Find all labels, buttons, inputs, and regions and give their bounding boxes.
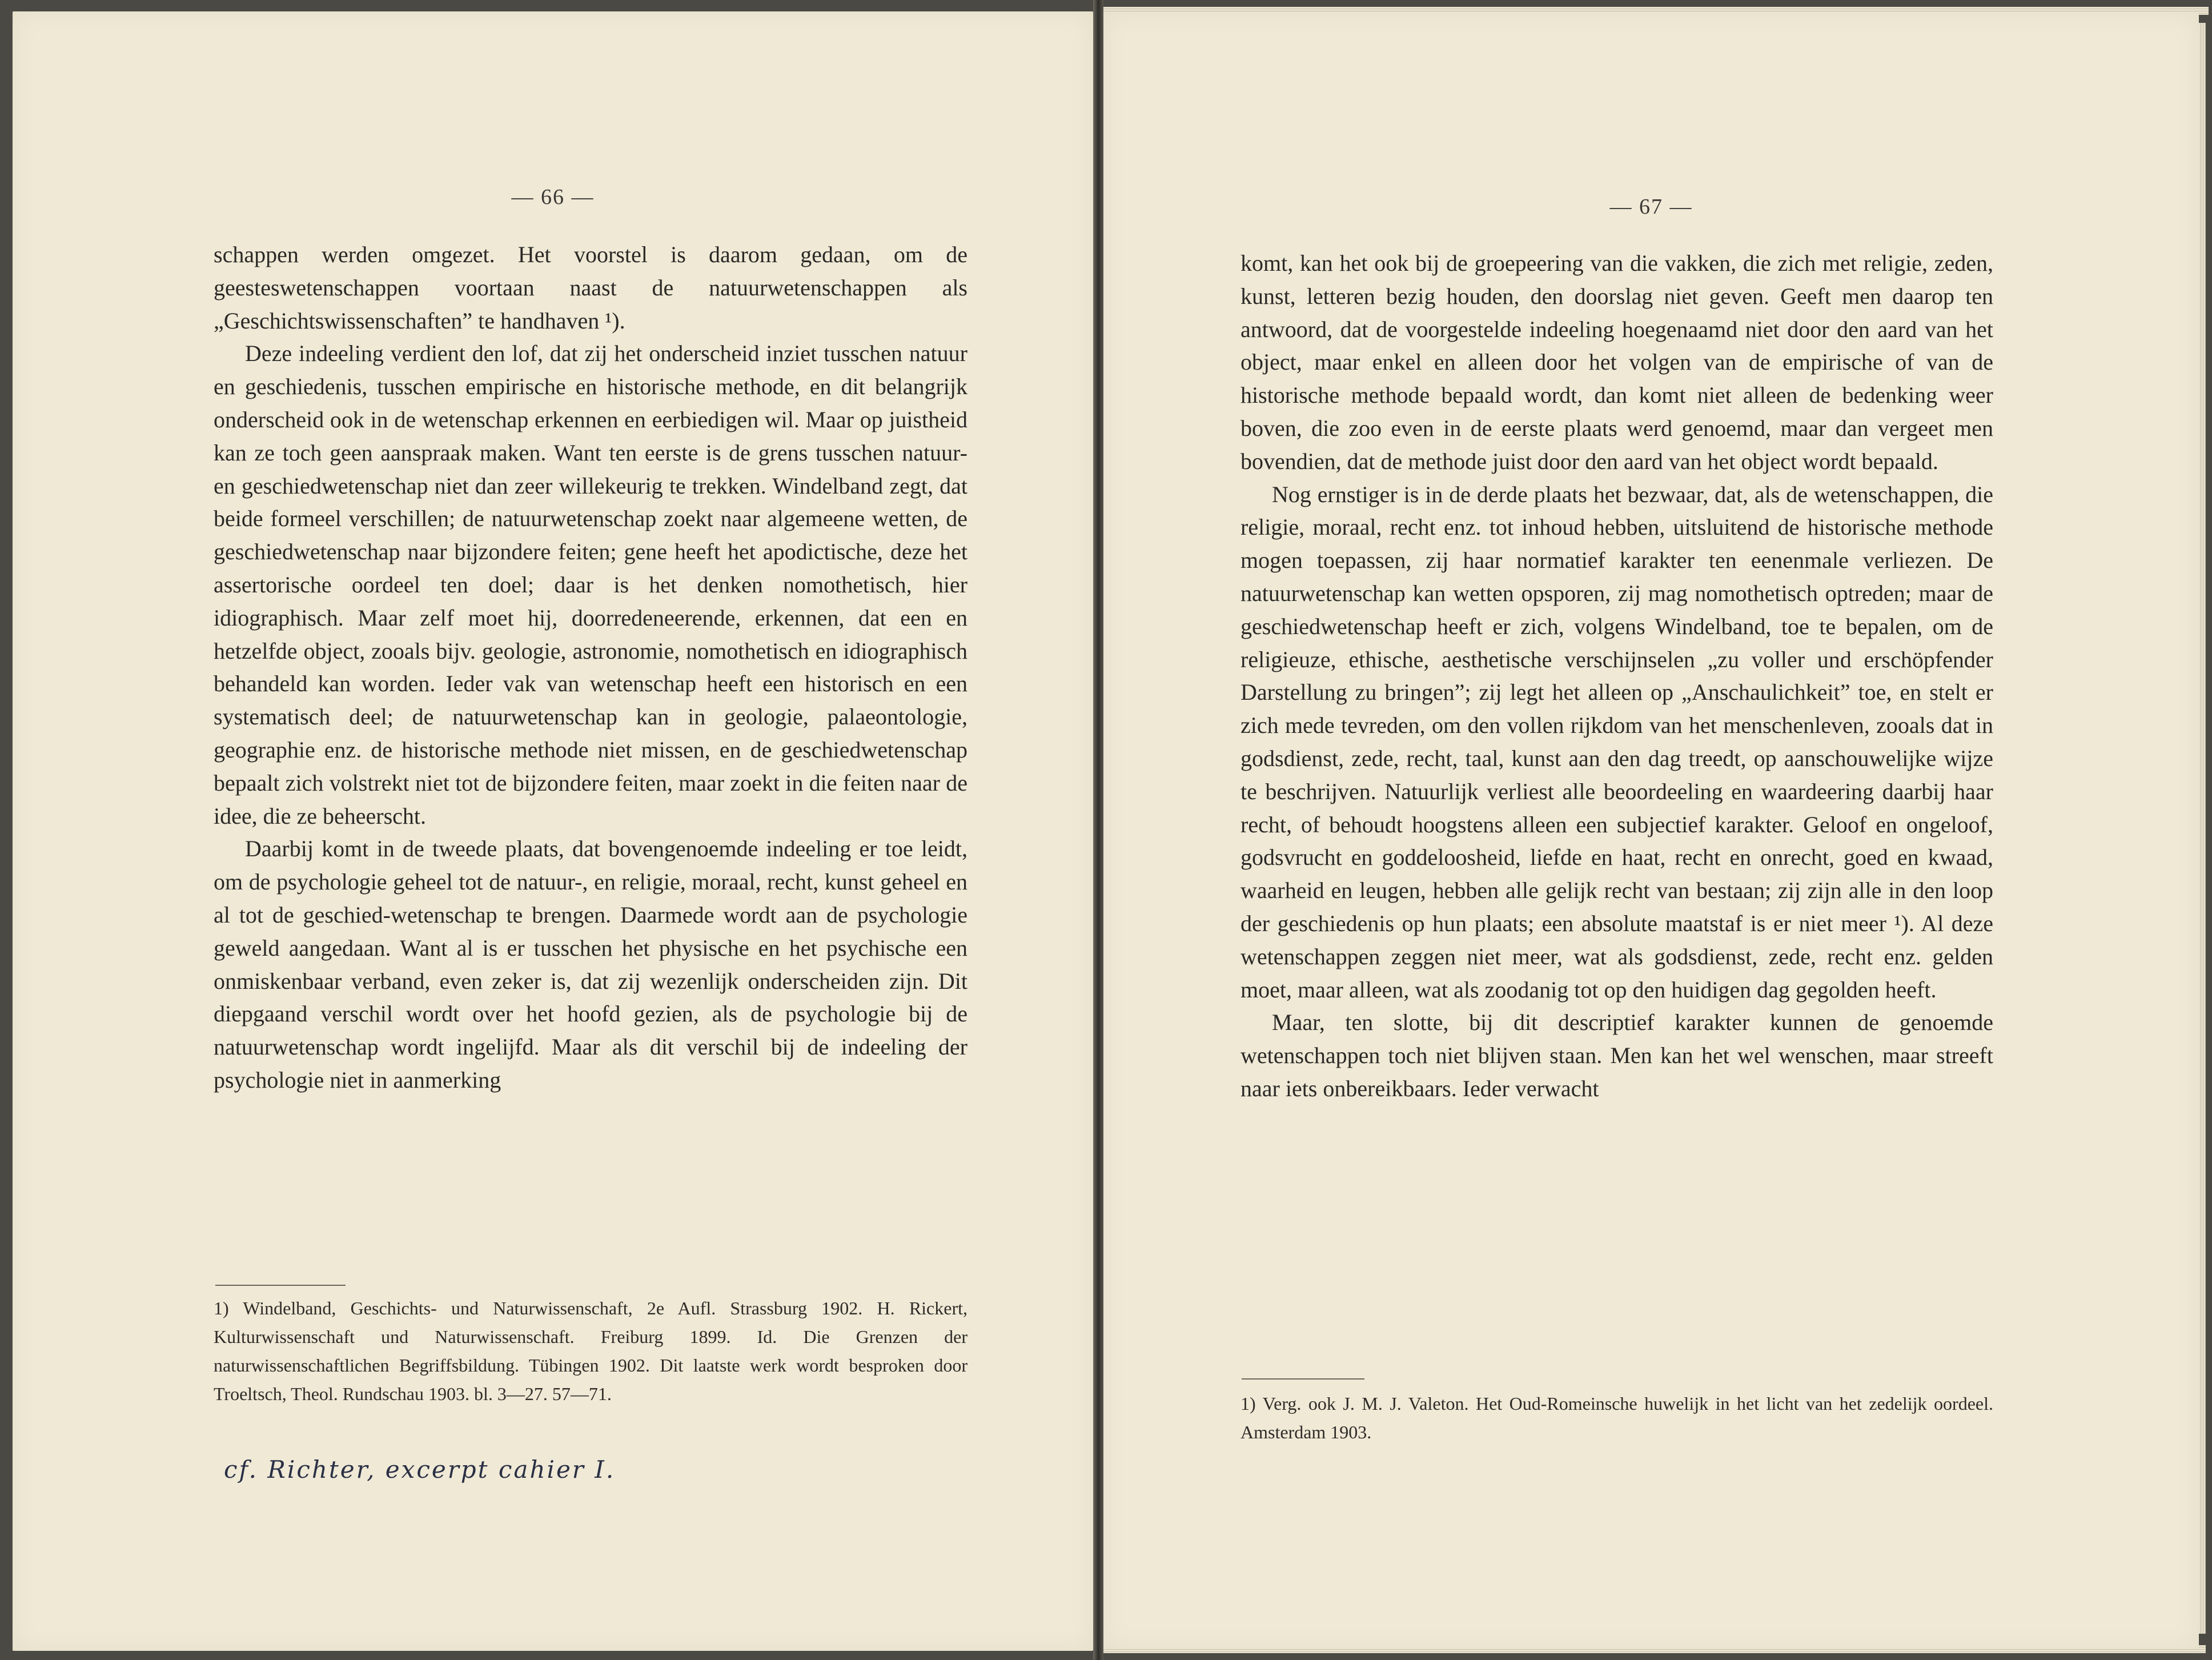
left-paragraph-1: schappen werden omgezet. Het voorstel is daarom gedaan, om de geesteswetenschappen voortaan naast de natuurwetenschappen als „Geschichtswissenschaften” te handhaven ¹).: [214, 242, 968, 334]
right-page: [1103, 13, 2199, 1649]
right-body-text: [1241, 247, 1993, 1105]
handwritten-annotation: cf. Richter, excerpt cahier I.: [224, 1455, 616, 1483]
left-paragraph-2: Deze indeeling verdient den lof, dat zij het onderscheid inziet tusschen natuur en geschiedenis, tusschen empirische en historische methode, en dit belangrijk onderscheid ook in de wetenschap erkennen en eerbiedigen wil. Maar op juistheid kan ze toch geen aanspraak maken. Want ten eerste is de grens tusschen natuur- en geschiedwetenschap niet dan zeer willekeurig te trekken. Windelband zegt, dat beide formeel verschillen; de natuurwetenschap zoekt naar algemeene wetten, de geschiedwetenschap naar bijzondere feiten; gene heeft het apodictische, deze het assertorische oordeel ten doel; daar is het denken nomothetisch, hier idiographisch. Maar zelf moet hij, doorredeneerende, erkennen, dat een en hetzelfde object, zooals bijv. geologie, astronomie, nomothetisch en idiographisch behandeld kan worden. Ieder vak van wetenschap heeft een historisch en een systematisch deel; de natuurwetenschap kan in geologie, palaeontologie, geographie enz. de historische methode niet missen, en de geschiedwetenschap bepaalt zich volstrekt niet tot de bijzondere feiten, maar zoekt in die feiten naar de idee, die ze beheerscht.: [214, 340, 968, 829]
right-paragraph-1: komt, kan het ook bij de groepeering van die vakken, die zich met religie, zeden, kunst, letteren bezig houden, den doorslag niet geven. Geeft men daarop ten antwoord, dat de voorgestelde indeeling hoegenaamd niet door den aard van het object, maar enkel en alleen door het volgen van de empirische of van de historische methode bepaald wordt, dan komt niet alleen de bedenking weer boven, die zoo even in de eerste plaats werd genoemd, maar dan vergeet men bovendien, dat de methode juist door den aard van het object wordt bepaald.: [1241, 250, 1993, 474]
page-number-67: — 67 —: [1609, 195, 1693, 219]
book-spine: [1093, 0, 1103, 1660]
left-body-text: [214, 238, 968, 1097]
left-page: [13, 11, 1093, 1651]
left-paragraph-3: Daarbij komt in de tweede plaats, dat bovengenoemde indeeling er toe leidt, om de psychologie geheel tot de natuur-, en religie, moraal, recht, kunst geheel en al tot de geschied-wetenschap te brengen. Daarmede wordt aan de psychologie geweld aangedaan. Want al is er tusschen het physische en het psychische een onmiskenbaar verband, even zeker is, dat zij wezenlijk onderscheiden zijn. Dit diepgaand verschil wordt over het hoofd gezien, als de psychologie bij de natuurwetenschap wordt ingelijfd. Maar als dit verschil bij de indeeling der psychologie niet in aanmerking: [214, 836, 968, 1093]
left-footnotes: [214, 1294, 968, 1408]
page-edge-right: [2199, 23, 2206, 1634]
right-paragraph-3: Maar, ten slotte, bij dit descriptief karakter kunnen de genoemde wetenschappen toch niet blijven staan. Men kan het wel wenschen, maar streeft naar iets onbereikbaars. Ieder verwacht: [1241, 1009, 1993, 1101]
left-footnote-1: 1) Windelband, Geschichts- und Naturwissenschaft, 2e Aufl. Strassburg 1902. H. Rickert, Kulturwissenschaft und Naturwissenschaft. Freiburg 1899. Id. Die Grenzen der naturwissenschaftlichen Begriffsbildung. Tübingen 1902. Dit laatste werk wordt besproken door Troeltsch, Theol. Rundschau 1903. bl. 3—27. 57—71.: [214, 1298, 968, 1404]
right-footnote-1: 1) Verg. ook J. M. J. Valeton. Het Oud-Romeinsche huwelijk in het licht van het zedelijk oordeel. Amsterdam 1903.: [1241, 1393, 1993, 1442]
right-paragraph-2: Nog ernstiger is in de derde plaats het bezwaar, dat, als de wetenschappen, die religie, moraal, recht enz. tot inhoud hebben, uitsluitend de historische methode mogen toepassen, zij haar normatief karakter ten eenenmale verliezen. De natuurwetenschap kan wetten opsporen, zij mag nomothetisch optreden; maar de geschiedwetenschap heeft er zich, volgens Windelband, toe te bepalen, om de religieuze, ethische, aesthetische verschijnselen „zu voller und erschöpfender Darstellung zu bringen”; zij legt het alleen op „Anschaulichkeit” toe, en stelt er zich mede tevreden, om den vollen rijkdom van het menschenleven, zooals dat in godsdienst, zede, recht, taal, kunst aan den dag treedt, op aanschouwelijke wijze te beschrijven. Natuurlijk verliest alle beoordeeling en waardeering daarbij haar recht, of behoudt hoogstens alleen een subjectief karakter. Geloof en ongeloof, godsvrucht en goddeloosheid, liefde en haat, recht en onrecht, goed en kwaad, waarheid en leugen, hebben alle gelijk recht van bestaan; zij zijn alle in den loop der geschiedenis op hun plaats; een absolute maatstaf is er niet meer ¹). Al deze wetenschappen zeggen niet meer, wat als godsdienst, zede, recht enz. gelden moet, maar alleen, wat als zoodanig tot op den huidigen dag gegolden heeft.: [1241, 481, 1993, 1003]
right-footnotes: [1241, 1389, 1993, 1446]
right-footnote-rule: [1242, 1378, 1364, 1380]
left-footnote-rule: [215, 1285, 346, 1286]
page-number-66: — 66 —: [511, 185, 595, 209]
